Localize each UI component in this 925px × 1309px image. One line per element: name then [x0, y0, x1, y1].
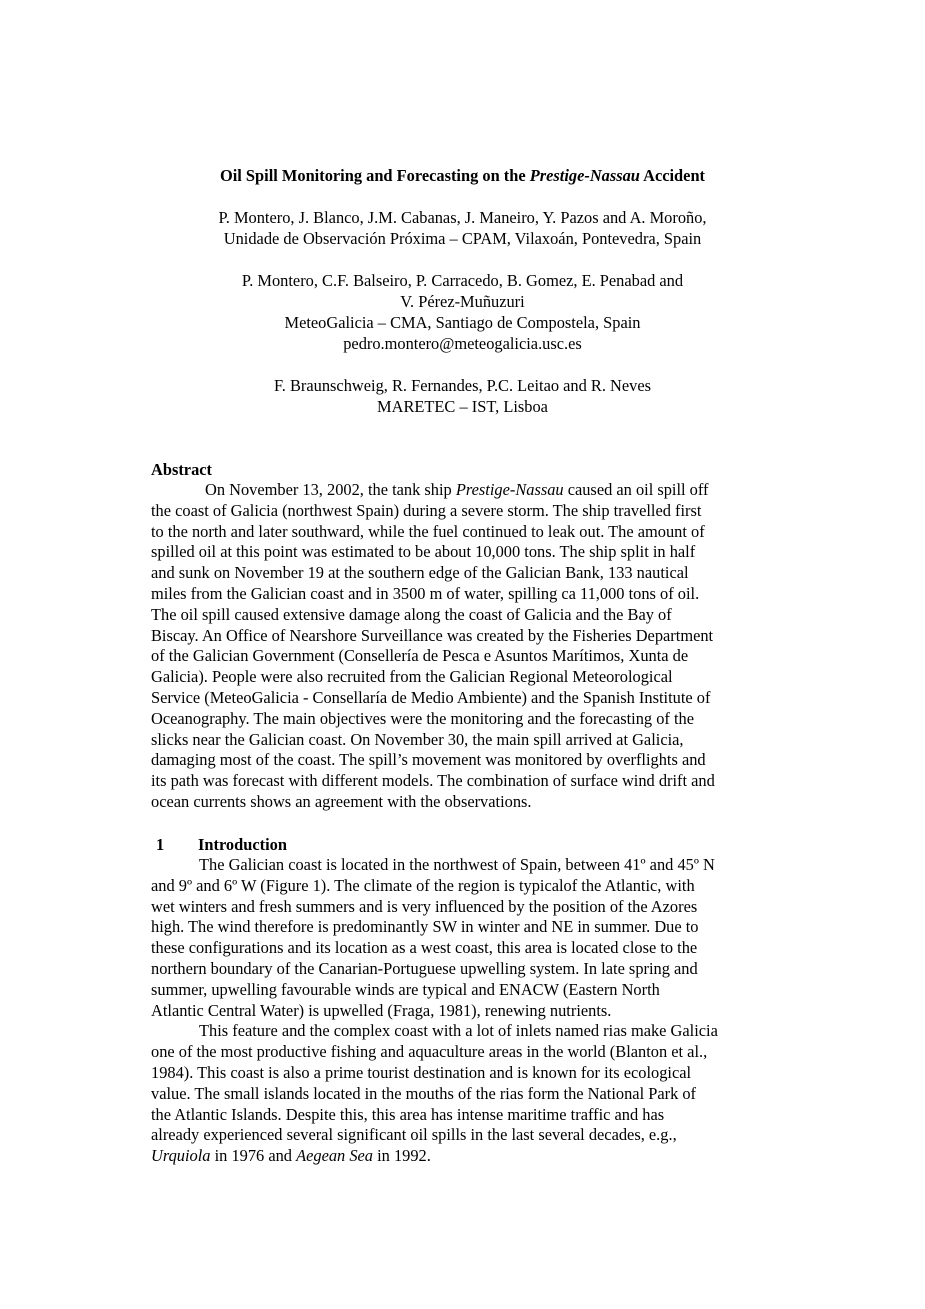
intro-line: value. The small islands located in the mouths of the rias form the National Park of: [151, 1083, 697, 1103]
title-suffix: Accident: [639, 166, 706, 185]
intro-line: the Atlantic Islands. Despite this, this area has intense maritime traffic and has: [151, 1104, 665, 1124]
abstract-line: of the Galician Government (Consellería de Pesca e Asuntos Marítimos, Xunta de: [151, 646, 689, 666]
abstract-line: [151, 480, 781, 501]
author-group-1: [0, 207, 925, 249]
abstract-body: [151, 480, 781, 813]
ship-name-urquiola: Urquiola: [151, 1146, 211, 1166]
abstract-line: its path was forecast with different models. The combination of surface wind drift and: [151, 771, 715, 791]
abstract-line: and sunk on November 19 at the southern edge of the Galician Bank, 133 nautical: [151, 563, 689, 583]
intro-line: Atlantic Central Water) is upwelled (Fraga, 1981), renewing nutrients.: [151, 1000, 612, 1020]
affiliation-line: MeteoGalicia – CMA, Santiago de Compostela, Spain: [284, 313, 641, 332]
abstract-line: slicks near the Galician coast. On November 30, the main spill arrived at Galicia,: [151, 729, 684, 749]
author-line: F. Braunschweig, R. Fernandes, P.C. Leitao and R. Neves: [274, 376, 651, 395]
abstract-line: ocean currents shows an agreement with the observations.: [151, 791, 532, 811]
abstract-line: The oil spill caused extensive damage along the coast of Galicia and the Bay of: [151, 604, 672, 624]
title-ship-name: Prestige-Nassau: [529, 166, 640, 185]
introduction-body: [151, 855, 781, 1167]
intro-text: in 1992.: [373, 1146, 431, 1166]
abstract-text: caused an oil spill off: [563, 480, 709, 499]
intro-line: 1984). This coast is also a prime tourist destination and is known for its ecological: [151, 1062, 692, 1082]
abstract-text: On November 13, 2002, the tank ship: [205, 480, 456, 499]
affiliation-line: Unidade de Observación Próxima – CPAM, Vilaxoán, Pontevedra, Spain: [223, 229, 702, 248]
abstract-line: to the north and later southward, while the fuel continued to leak out. The amount of: [151, 521, 705, 541]
affiliation-line: MARETEC – IST, Lisboa: [377, 397, 548, 416]
paper-title: [0, 166, 925, 186]
section-number: 1: [156, 835, 165, 854]
section-title: Introduction: [198, 835, 287, 854]
abstract-line: Galicia). People were also recruited from the Galician Regional Meteorological: [151, 667, 673, 687]
intro-line: these configurations and its location as a west coast, this area is located close to the: [151, 938, 698, 958]
author-line: V. Pérez-Muñuzuri: [400, 292, 525, 311]
author-line: P. Montero, C.F. Balseiro, P. Carracedo, B. Gomez, E. Penabad and: [241, 271, 684, 290]
abstract-heading: Abstract: [151, 460, 212, 479]
author-group-2: [0, 270, 925, 354]
abstract-line: spilled oil at this point was estimated to be about 10,000 tons. The ship split in half: [151, 542, 696, 562]
section-heading-introduction: [156, 834, 287, 855]
abstract-line: Oceanography. The main objectives were the monitoring and the forecasting of the: [151, 708, 694, 728]
intro-line: summer, upwelling favourable winds are typical and ENACW (Eastern North: [151, 979, 660, 999]
author-line: P. Montero, J. Blanco, J.M. Cabanas, J. Maneiro, Y. Pazos and A. Moroño,: [218, 208, 707, 227]
abstract-line: the coast of Galicia (northwest Spain) during a severe storm. The ship travelled first: [151, 500, 702, 520]
intro-line: The Galician coast is located in the northwest of Spain, between 41º and 45º N: [199, 855, 715, 874]
intro-line: and 9º and 6º W (Figure 1). The climate of the region is typicalof the Atlantic, with: [151, 875, 695, 895]
intro-line: [151, 1146, 781, 1167]
abstract-line: Service (MeteoGalicia - Consellaría de Medio Ambiente) and the Spanish Institute of: [151, 687, 711, 707]
email-line: pedro.montero@meteogalicia.usc.es: [343, 334, 582, 353]
abstract-line: damaging most of the coast. The spill’s movement was monitored by overflights and: [151, 750, 706, 770]
abstract-line: Biscay. An Office of Nearshore Surveillance was created by the Fisheries Department: [151, 625, 714, 645]
abstract-line: miles from the Galician coast and in 3500 m of water, spilling ca 11,000 tons of oil.: [151, 583, 700, 603]
title-prefix: Oil Spill Monitoring and Forecasting on the: [219, 166, 530, 185]
intro-line: northern boundary of the Canarian-Portuguese upwelling system. In late spring and: [151, 958, 698, 978]
author-group-3: [0, 375, 925, 417]
intro-line: This feature and the complex coast with a lot of inlets named rias make Galicia: [199, 1021, 718, 1041]
intro-line: already experienced several significant oil spills in the last several decades, e.g.,: [151, 1125, 677, 1145]
intro-line: high. The wind therefore is predominantly SW in winter and NE in summer. Due to: [151, 917, 699, 937]
abstract-ship-name: Prestige-Nassau: [455, 480, 564, 499]
intro-line: one of the most productive fishing and aquaculture areas in the world (Blanton et al.,: [151, 1042, 708, 1062]
intro-text: in 1976 and: [210, 1146, 297, 1166]
intro-line: wet winters and fresh summers and is very influenced by the position of the Azores: [151, 896, 698, 916]
ship-name-aegean-sea: Aegean Sea: [296, 1146, 374, 1166]
